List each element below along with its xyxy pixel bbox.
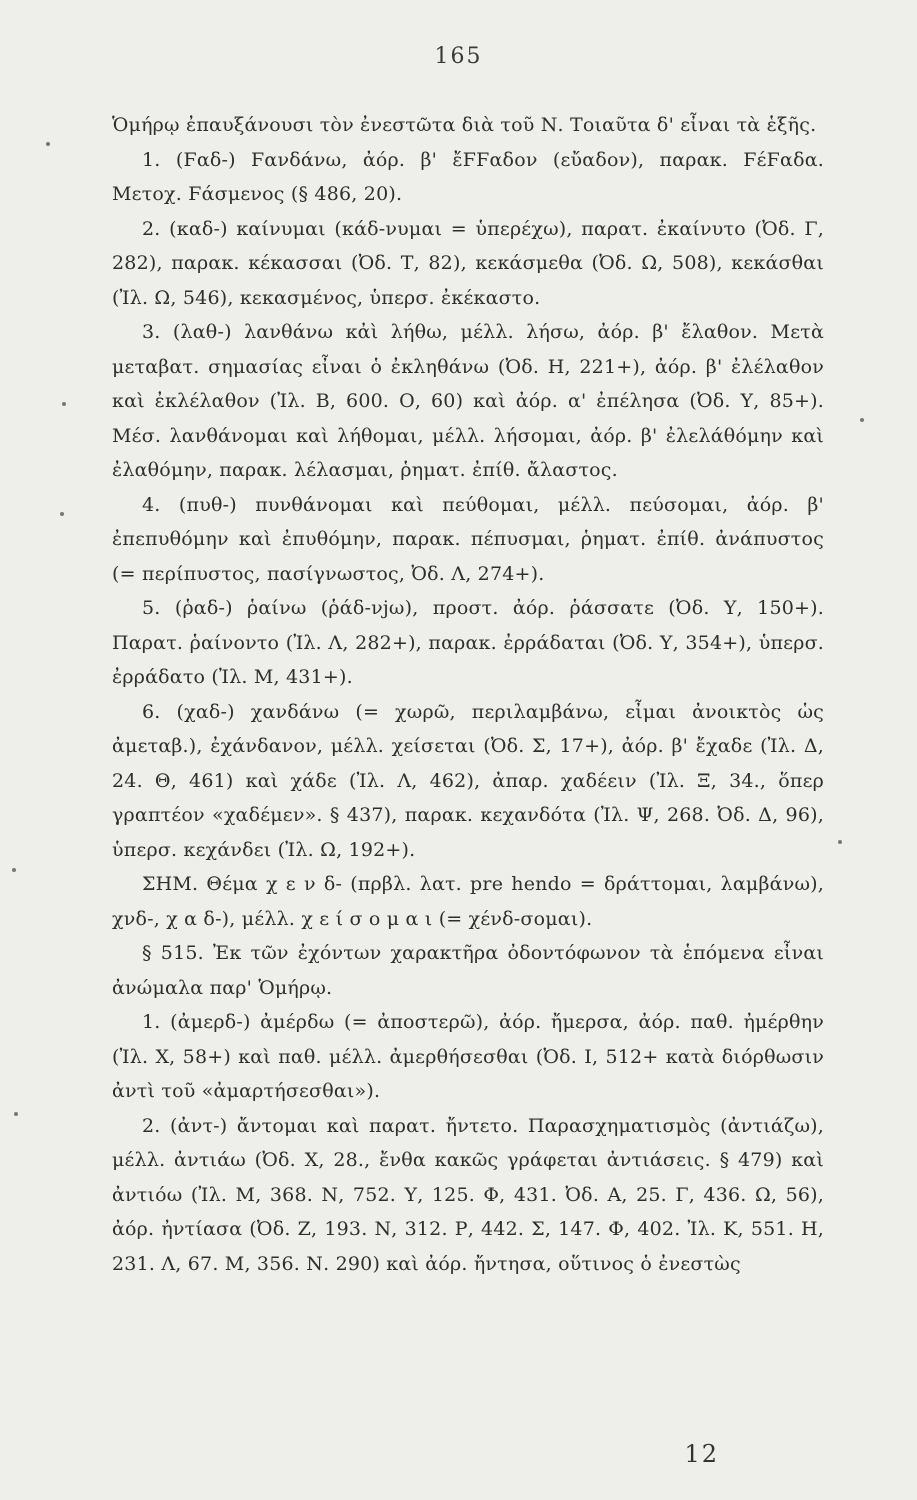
signature-mark: 12 <box>684 1440 719 1468</box>
paper-speck <box>860 418 864 422</box>
paragraph-item-5: 5. (ῥαδ-) ῥαίνω (ῥάδ-νjω), προστ. ἀόρ. ῥάσσατε (Ὀδ. Υ, 150+). Παρατ. ῥαίνοντο (Ἰλ. Λ, 282+), παρακ. ἐρράδαται (Ὀδ. Υ, 354+), ὑπερσ. ἐρράδατο (Ἰλ. Μ, 431+). <box>112 597 824 688</box>
paragraph-item-2: 2. (καδ-) καίνυμαι (κάδ-νυμαι = ὑπερέχω), παρατ. ἐκαίνυτο (Ὀδ. Γ, 282), παρακ. κέκασσαι (Ὀδ. Τ, 82), κεκάσμεθα (Ὀδ. Ω, 508), κεκάσθαι (Ἰλ. Ω, 546), κεκασμένος, ὑπερσ. ἐκέκαστο. <box>112 217 824 309</box>
paragraph-515-item-2: 2. (ἀντ-) ἄντομαι καὶ παρατ. ἤντετο. Παρασχηματισμὸς (ἀντιάζω), μέλλ. ἀντιάω (Ὀδ. Χ, 28., ἔνθα κακῶς γράφεται ἀντιάσεις. § 479) καὶ ἀντιόω (Ἰλ. Μ, 368. Ν, 752. Υ, 125. Φ, 431. Ὀδ. Α, 25. Γ, 436. Ω, 56), ἀόρ. ἠντίασα (Ὀδ. Ζ, 193. Ν, 312. Ρ, 442. Σ, 147. Φ, 402. Ἰλ. Κ, 551. Η, 231. Λ, 67. Μ, 356. Ν. 290) καὶ ἀόρ. ἤντησα, οὕτινος ὁ ἐνεστὼς <box>112 1114 824 1275</box>
paragraph-section-515: § 515. Ἐκ τῶν ἐχόντων χαρακτῆρα ὀδοντόφωνον τὰ ἑπόμενα εἶναι ἀνώμαλα παρ' Ὁμήρῳ. <box>112 942 824 999</box>
paragraph-515-item-1: 1. (ἀμερδ-) ἀμέρδω (= ἀποστερῶ), ἀόρ. ἤμερσα, ἀόρ. παθ. ἠμέρθην (Ἰλ. Χ, 58+) καὶ παθ. μέλλ. ἀμερθήσεσθαι (Ὀδ. Ι, 512+ κατὰ διόρθωσιν ἀντὶ τοῦ «ἀμαρτήσεσθαι»). <box>112 1011 824 1102</box>
paper-speck <box>838 840 842 844</box>
paper-speck <box>14 1112 18 1116</box>
paragraph-item-6: 6. (χαδ-) χανδάνω (= χωρῶ, περιλαμβάνω, εἶμαι ἀνοικτὸς ὡς ἀμεταβ.), ἐχάνδανον, μέλλ. χείσεται (Ὀδ. Σ, 17+), ἀόρ. β' ἔχαδε (Ἰλ. Δ, 24. Θ, 461) καὶ χάδε (Ἰλ. Λ, 462), ἀπαρ. χαδέειν (Ἰλ. Ξ, 34., ὅπερ γραπτέον «χαδέμεν». § 437), παρακ. κεχανδότα (Ἰλ. Ψ, 268. Ὀδ. Δ, 96), ὑπερσ. κεχάνδει (Ἰλ. Ω, 192+). <box>112 700 824 861</box>
paragraph-intro: Ὁμήρῳ ἐπαυξάνουσι τὸν ἐνεστῶτα διὰ τοῦ Ν. Τοιαῦτα δ' εἶναι τὰ ἑξῆς. <box>112 114 817 136</box>
page-number: 165 <box>434 44 483 69</box>
paper-speck <box>46 142 50 146</box>
paragraph-note: ΣΗΜ. Θέμα χ ε ν δ- (πρβλ. λατ. pre hendo = δράττομαι, λαμβάνω), χνδ-, χ α δ-), μέλλ. χ ε ί σ ο μ α ι (= χένδ-σομαι). <box>112 873 824 930</box>
paper-speck <box>62 402 66 406</box>
paragraph-item-1: 1. (Ϝαδ-) Ϝανδάνω, ἀόρ. β' ἔϜϜαδον (εὔαδον), παρακ. ϜέϜαδα. Μετοχ. Ϝάσμενος (§ 486, 20). <box>112 148 824 205</box>
paper-speck <box>60 512 64 516</box>
paragraph-item-3: 3. (λαθ-) λανθάνω κἀὶ λήθω, μέλλ. λήσω, ἀόρ. β' ἔλαθον. Μετὰ μεταβατ. σημασίας εἶναι ὁ ἐκληθάνω (Ὀδ. Η, 221+), ἀόρ. β' ἐλέλαθον καὶ ἐκλέλαθον (Ἰλ. Β, 600. Ο, 60) καὶ ἀόρ. α' ἐπέλησα (Ὀδ. Υ, 85+). Μέσ. λανθάνομαι καὶ λήθομαι, μέλλ. λήσομαι, ἀόρ. β' ἐλελάθόμην καὶ ἐλαθόμην, παρακ. λέλασμαι, ῥηματ. ἐπίθ. ἄλαστος. <box>112 321 824 481</box>
body-text <box>112 108 824 1281</box>
paper-speck <box>12 868 16 872</box>
paragraph-item-4: 4. (πυθ-) πυνθάνομαι καὶ πεύθομαι, μέλλ. πεύσομαι, ἀόρ. β' ἐπεπυθόμην καὶ ἐπυθόμην, παρακ. πέπυσμαι, ῥηματ. ἐπίθ. ἀνάπυστος (= περίπυστος, πασίγνωστος, Ὀδ. Λ, 274+). <box>112 493 824 585</box>
